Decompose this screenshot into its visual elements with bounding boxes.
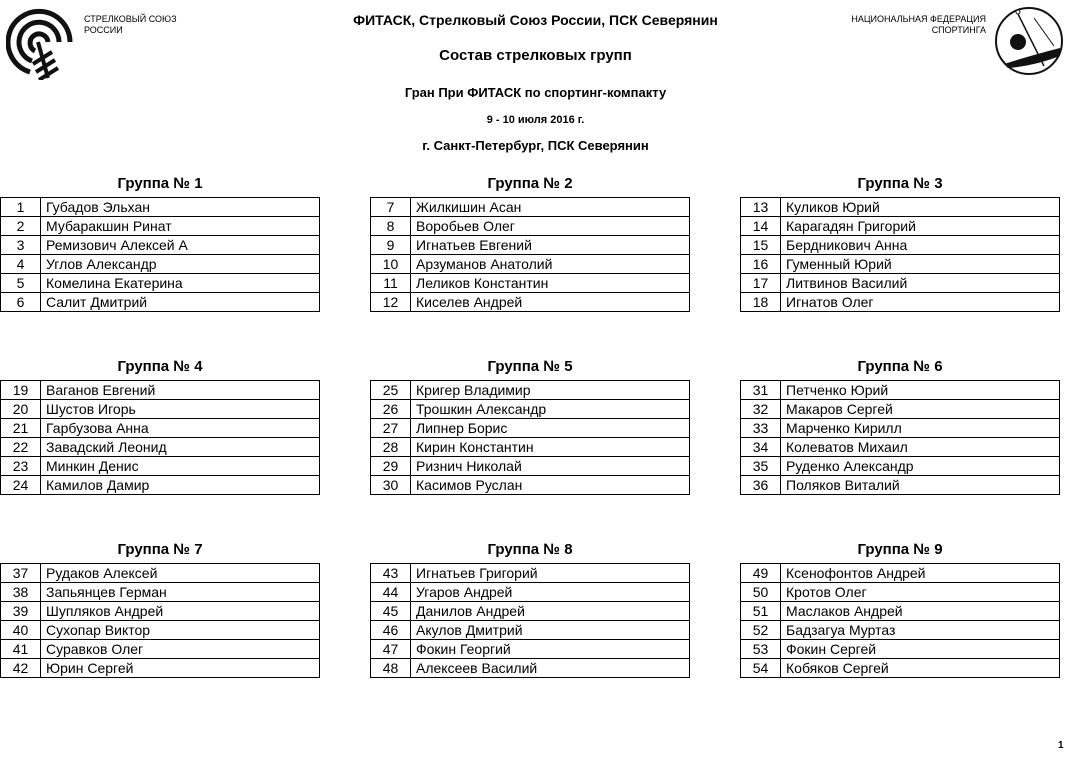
org-left-line2: РОССИИ <box>84 25 123 35</box>
table-row <box>741 659 1060 678</box>
participant-number: 26 <box>371 400 411 419</box>
participant-number: 52 <box>741 621 781 640</box>
participant-number: 19 <box>1 381 41 400</box>
group-table <box>370 380 690 495</box>
participant-number: 40 <box>1 621 41 640</box>
group-table <box>370 563 690 678</box>
table-row <box>371 659 690 678</box>
participant-name: Минкин Денис <box>41 457 320 476</box>
participant-name: Кригер Владимир <box>411 381 690 400</box>
group-table <box>0 563 320 678</box>
participant-number: 30 <box>371 476 411 495</box>
table-row <box>371 438 690 457</box>
participant-number: 25 <box>371 381 411 400</box>
participant-name: Рудаков Алексей <box>41 564 320 583</box>
participant-name: Угаров Андрей <box>411 583 690 602</box>
table-row <box>1 236 320 255</box>
table-row <box>741 400 1060 419</box>
participant-name: Гуменный Юрий <box>781 255 1060 274</box>
table-row <box>741 274 1060 293</box>
participant-name: Игнатьев Григорий <box>411 564 690 583</box>
participant-name: Запьянцев Герман <box>41 583 320 602</box>
table-row <box>371 419 690 438</box>
group-1 <box>0 174 320 312</box>
participant-name: Поляков Виталий <box>781 476 1060 495</box>
participant-number: 3 <box>1 236 41 255</box>
participant-number: 1 <box>1 198 41 217</box>
participant-name: Петченко Юрий <box>781 381 1060 400</box>
table-row <box>371 381 690 400</box>
participant-number: 12 <box>371 293 411 312</box>
participant-number: 32 <box>741 400 781 419</box>
event-dates: 9 - 10 июля 2016 г. <box>486 114 585 126</box>
participant-name: Ксенофонтов Андрей <box>781 564 1060 583</box>
table-row <box>1 583 320 602</box>
participant-number: 18 <box>741 293 781 312</box>
table-row <box>1 621 320 640</box>
table-row <box>1 217 320 236</box>
table-row <box>1 255 320 274</box>
group-2 <box>370 174 690 312</box>
participant-number: 4 <box>1 255 41 274</box>
group-table <box>370 197 690 312</box>
participant-name: Камилов Дамир <box>41 476 320 495</box>
participant-name: Губадов Эльхан <box>41 198 320 217</box>
table-row <box>741 476 1060 495</box>
participant-number: 34 <box>741 438 781 457</box>
participant-number: 44 <box>371 583 411 602</box>
participant-name: Ремизович Алексей А <box>41 236 320 255</box>
participant-number: 6 <box>1 293 41 312</box>
participant-number: 53 <box>741 640 781 659</box>
participant-name: Игнатов Олег <box>781 293 1060 312</box>
participant-name: Кротов Олег <box>781 583 1060 602</box>
participant-name: Акулов Дмитрий <box>411 621 690 640</box>
org-right-line1: НАЦИОНАЛЬНАЯ ФЕДЕРАЦИЯ <box>851 14 986 24</box>
group-table <box>0 380 320 495</box>
participant-name: Макаров Сергей <box>781 400 1060 419</box>
participant-name: Касимов Руслан <box>411 476 690 495</box>
group-title: Группа № 8 <box>487 541 573 558</box>
table-row <box>741 564 1060 583</box>
table-row <box>1 293 320 312</box>
group-title: Группа № 6 <box>857 358 943 375</box>
table-row <box>1 457 320 476</box>
participant-name: Кирин Константин <box>411 438 690 457</box>
group-table <box>740 563 1060 678</box>
participant-number: 48 <box>371 659 411 678</box>
participant-number: 27 <box>371 419 411 438</box>
participant-name: Леликов Константин <box>411 274 690 293</box>
group-3 <box>740 174 1060 312</box>
group-table <box>740 197 1060 312</box>
participant-number: 51 <box>741 602 781 621</box>
table-row <box>741 583 1060 602</box>
table-row <box>741 640 1060 659</box>
participant-number: 8 <box>371 217 411 236</box>
participant-name: Бадзагуа Муртаз <box>781 621 1060 640</box>
participant-number: 2 <box>1 217 41 236</box>
participant-name: Воробьев Олег <box>411 217 690 236</box>
participant-number: 29 <box>371 457 411 476</box>
table-row <box>741 419 1060 438</box>
participant-name: Карагадян Григорий <box>781 217 1060 236</box>
table-row <box>371 400 690 419</box>
participant-name: Арзуманов Анатолий <box>411 255 690 274</box>
participant-name: Алексеев Василий <box>411 659 690 678</box>
group-title: Группа № 5 <box>487 358 573 375</box>
table-row <box>1 274 320 293</box>
participant-name: Фокин Сергей <box>781 640 1060 659</box>
org-right-line2: СПОРТИНГА <box>931 25 986 35</box>
table-row <box>741 381 1060 400</box>
participant-number: 43 <box>371 564 411 583</box>
participant-name: Шупляков Андрей <box>41 602 320 621</box>
table-row <box>1 476 320 495</box>
group-table <box>0 197 320 312</box>
participant-number: 42 <box>1 659 41 678</box>
table-row <box>371 457 690 476</box>
group-6 <box>740 357 1060 495</box>
group-8 <box>370 540 690 678</box>
participant-number: 17 <box>741 274 781 293</box>
group-title: Группа № 3 <box>857 175 943 192</box>
participant-number: 38 <box>1 583 41 602</box>
participant-name: Комелина Екатерина <box>41 274 320 293</box>
participant-number: 16 <box>741 255 781 274</box>
table-row <box>1 198 320 217</box>
participant-name: Фокин Георгий <box>411 640 690 659</box>
participant-name: Колеватов Михаил <box>781 438 1060 457</box>
group-title: Группа № 4 <box>117 358 203 375</box>
participant-name: Суравков Олег <box>41 640 320 659</box>
participant-number: 37 <box>1 564 41 583</box>
group-table <box>740 380 1060 495</box>
table-row <box>1 602 320 621</box>
participant-number: 22 <box>1 438 41 457</box>
participant-number: 15 <box>741 236 781 255</box>
group-title: Группа № 2 <box>487 175 573 192</box>
participant-number: 46 <box>371 621 411 640</box>
table-row <box>741 621 1060 640</box>
participant-name: Куликов Юрий <box>781 198 1060 217</box>
participant-number: 33 <box>741 419 781 438</box>
group-7 <box>0 540 320 678</box>
table-row <box>741 293 1060 312</box>
participant-name: Кобяков Сергей <box>781 659 1060 678</box>
group-title: Группа № 1 <box>117 175 203 192</box>
table-row <box>741 236 1060 255</box>
table-row <box>1 564 320 583</box>
participant-name: Игнатьев Евгений <box>411 236 690 255</box>
table-row <box>371 564 690 583</box>
participant-name: Завадский Леонид <box>41 438 320 457</box>
table-row <box>371 255 690 274</box>
group-title: Группа № 7 <box>117 541 203 558</box>
group-4 <box>0 357 320 495</box>
participant-number: 20 <box>1 400 41 419</box>
participant-name: Шустов Игорь <box>41 400 320 419</box>
table-row <box>371 236 690 255</box>
participant-number: 11 <box>371 274 411 293</box>
table-row <box>1 400 320 419</box>
table-row <box>371 621 690 640</box>
group-title: Группа № 9 <box>857 541 943 558</box>
participant-name: Ризнич Николай <box>411 457 690 476</box>
participant-number: 5 <box>1 274 41 293</box>
participant-name: Литвинов Василий <box>781 274 1060 293</box>
participant-number: 36 <box>741 476 781 495</box>
participant-name: Жилкишин Асан <box>411 198 690 217</box>
table-row <box>1 381 320 400</box>
group-5 <box>370 357 690 495</box>
participant-name: Данилов Андрей <box>411 602 690 621</box>
participant-number: 9 <box>371 236 411 255</box>
participant-name: Бердникович Анна <box>781 236 1060 255</box>
participant-number: 39 <box>1 602 41 621</box>
table-row <box>1 438 320 457</box>
table-row <box>741 198 1060 217</box>
table-row <box>741 255 1060 274</box>
participant-name: Маслаков Андрей <box>781 602 1060 621</box>
table-row <box>371 293 690 312</box>
page-title: Состав стрелковых групп <box>439 47 632 64</box>
table-row <box>741 217 1060 236</box>
table-row <box>1 640 320 659</box>
participant-number: 31 <box>741 381 781 400</box>
participant-name: Юрин Сергей <box>41 659 320 678</box>
participant-number: 50 <box>741 583 781 602</box>
table-row <box>1 659 320 678</box>
participant-name: Руденко Александр <box>781 457 1060 476</box>
table-row <box>371 274 690 293</box>
participant-number: 45 <box>371 602 411 621</box>
event-name: Гран При ФИТАСК по спортинг-компакту <box>404 85 667 100</box>
table-row <box>371 640 690 659</box>
participant-number: 35 <box>741 457 781 476</box>
participant-name: Трошкин Александр <box>411 400 690 419</box>
participant-number: 10 <box>371 255 411 274</box>
table-row <box>371 476 690 495</box>
participant-name: Ваганов Евгений <box>41 381 320 400</box>
participant-number: 54 <box>741 659 781 678</box>
participant-name: Углов Александр <box>41 255 320 274</box>
organizers-heading: ФИТАСК, Стрелковый Союз России, ПСК Северянин <box>353 12 718 28</box>
participant-number: 21 <box>1 419 41 438</box>
table-row <box>741 457 1060 476</box>
participant-number: 13 <box>741 198 781 217</box>
table-row <box>371 217 690 236</box>
participant-name: Сухопар Виктор <box>41 621 320 640</box>
table-row <box>371 602 690 621</box>
participant-number: 14 <box>741 217 781 236</box>
org-left-line1: СТРЕЛКОВЫЙ СОЮЗ <box>84 14 177 24</box>
participant-number: 7 <box>371 198 411 217</box>
table-row <box>371 198 690 217</box>
participant-name: Мубаракшин Ринат <box>41 217 320 236</box>
table-row <box>1 419 320 438</box>
participant-number: 24 <box>1 476 41 495</box>
group-9 <box>740 540 1060 678</box>
table-row <box>371 583 690 602</box>
participant-number: 28 <box>371 438 411 457</box>
participant-name: Марченко Кирилл <box>781 419 1060 438</box>
table-row <box>741 602 1060 621</box>
participant-number: 49 <box>741 564 781 583</box>
participant-name: Липнер Борис <box>411 419 690 438</box>
page-number: 1 <box>1058 740 1064 751</box>
participant-name: Салит Дмитрий <box>41 293 320 312</box>
participant-number: 23 <box>1 457 41 476</box>
participant-name: Гарбузова Анна <box>41 419 320 438</box>
event-place: г. Санкт-Петербург, ПСК Северянин <box>422 138 649 153</box>
participant-number: 47 <box>371 640 411 659</box>
participant-name: Киселев Андрей <box>411 293 690 312</box>
table-row <box>741 438 1060 457</box>
participant-number: 41 <box>1 640 41 659</box>
